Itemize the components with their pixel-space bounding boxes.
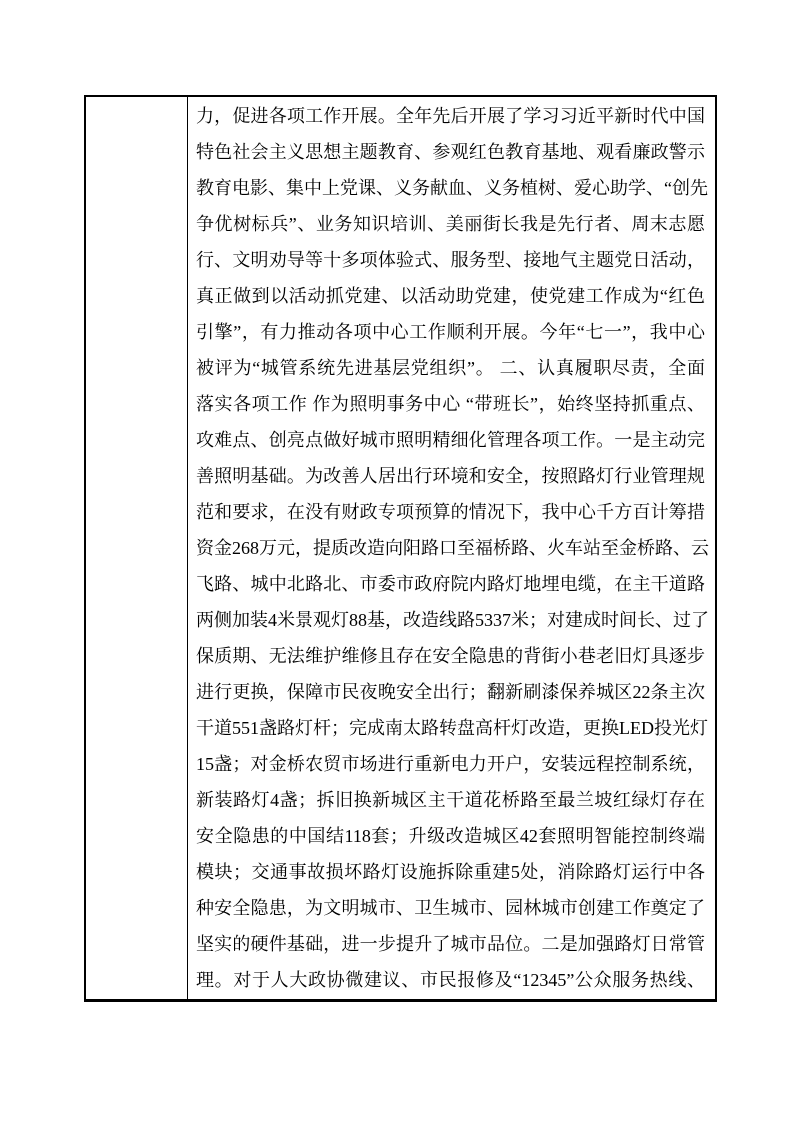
body-text-line: 两侧加装4米景观灯88基，改造线路5337米；对建成时间长、过了 <box>196 610 709 630</box>
body-text-line: 进行更换，保障市民夜晚安全出行；翻新刷漆保养城区22条主次 <box>196 682 705 702</box>
body-text-line: 力，促进各项工作开展。全年先后开展了学习习近平新时代中国 <box>196 106 705 126</box>
body-text-line: 保质期、无法维护维修且存在安全隐患的背街小巷老旧灯具逐步 <box>196 646 705 666</box>
body-text-line: 飞路、城中北路北、市委市政府院内路灯地埋电缆，在主干道路 <box>196 574 705 594</box>
report-table <box>84 95 717 1002</box>
body-text-line: 新装路灯4盏；拆旧换新城区主干道花桥路至最兰坡红绿灯存在 <box>196 790 705 810</box>
body-text-line: 真正做到以活动抓党建、以活动助党建，使党建工作成为“红色 <box>196 286 705 306</box>
body-text-line: 干道551盏路灯杆；完成南太路转盘高杆灯改造，更换LED投光灯 <box>196 718 708 738</box>
body-text-line: 引擎”，有力推动各项中心工作顺利开展。今年“七一”，我中心 <box>196 322 705 342</box>
body-text-line: 攻难点、创亮点做好城市照明精细化管理各项工作。一是主动完 <box>196 430 705 450</box>
body-text-line: 争优树标兵”、业务知识培训、美丽街长我是先行者、周末志愿 <box>196 214 705 234</box>
body-text-line: 范和要求，在没有财政专项预算的情况下，我中心千方百计筹措 <box>196 502 705 522</box>
body-text-line: 被评为“城管系统先进基层党组织”。 二、认真履职尽责，全面 <box>196 358 705 378</box>
body-text-line: 15盏；对金桥农贸市场进行重新电力开户，安装远程控制系统， <box>196 754 705 774</box>
body-text-line: 安全隐患的中国结118套；升级改造城区42套照明智能控制终端 <box>196 826 705 846</box>
body-text-line: 特色社会主义思想主题教育、参观红色教育基地、观看廉政警示 <box>196 142 705 162</box>
table-cell-body-text <box>188 97 715 999</box>
body-text-line: 资金268万元，提质改造向阳路口至福桥路、火车站至金桥路、云 <box>196 538 709 558</box>
body-text-line: 行、文明劝导等十多项体验式、服务型、接地气主题党日活动， <box>196 250 705 270</box>
body-text-line: 种安全隐患，为文明城市、卫生城市、园林城市创建工作奠定了 <box>196 898 705 918</box>
table-cell-label <box>86 97 188 999</box>
body-text-line: 落实各项工作 作为照明事务中心 “带班长”，始终坚持抓重点、 <box>196 394 705 414</box>
body-text-line: 理。对于人大政协微建议、市民报修及“12345”公众服务热线、 <box>196 970 705 990</box>
body-text-line: 坚实的硬件基础，进一步提升了城市品位。二是加强路灯日常管 <box>196 934 705 954</box>
body-text-line: 教育电影、集中上党课、义务献血、义务植树、爱心助学、“创先 <box>196 178 708 198</box>
body-text-line: 善照明基础。为改善人居出行环境和安全，按照路灯行业管理规 <box>196 466 705 486</box>
body-text-line: 模块；交通事故损坏路灯设施拆除重建5处，消除路灯运行中各 <box>196 862 705 882</box>
